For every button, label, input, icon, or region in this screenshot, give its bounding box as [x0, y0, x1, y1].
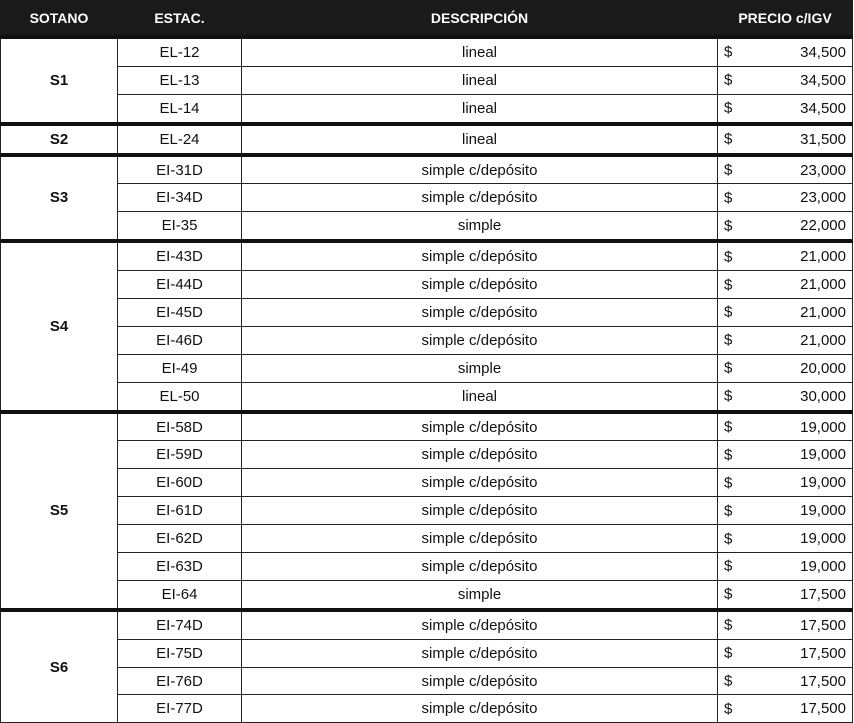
price-amount: 21,000: [800, 248, 846, 266]
header-sotano: SOTANO: [1, 1, 118, 38]
price-amount: 23,000: [800, 189, 846, 207]
estac-cell: EI-58D: [118, 412, 242, 441]
descripcion-cell: simple c/depósito: [242, 271, 718, 299]
descripcion-cell: lineal: [242, 94, 718, 123]
currency-symbol: $: [724, 276, 733, 294]
header-row: [1, 1, 853, 38]
currency-symbol: $: [724, 446, 733, 464]
table-row: [1, 155, 853, 184]
price-amount: 23,000: [800, 161, 846, 179]
price-cell: [718, 212, 853, 241]
price-cell: [718, 441, 853, 469]
price-cell: [718, 580, 853, 609]
header-precio: PRECIO c/IGV: [718, 1, 853, 38]
currency-symbol: $: [724, 359, 733, 377]
currency-symbol: $: [724, 672, 733, 690]
table-row: [1, 184, 853, 212]
price-amount: 34,500: [800, 99, 846, 117]
price-cell: [718, 469, 853, 497]
currency-symbol: $: [724, 530, 733, 548]
price-amount: 17,500: [800, 644, 846, 662]
estac-cell: EL-50: [118, 382, 242, 411]
price-cell: [718, 94, 853, 123]
price-amount: 22,000: [800, 217, 846, 235]
price-cell: [718, 241, 853, 270]
price-amount: 19,000: [800, 502, 846, 520]
currency-symbol: $: [724, 248, 733, 266]
table-row: [1, 695, 853, 723]
sotano-cell: S5: [1, 412, 118, 610]
descripcion-cell: simple: [242, 354, 718, 382]
table-row: [1, 271, 853, 299]
price-cell: [718, 184, 853, 212]
currency-symbol: $: [724, 130, 733, 148]
descripcion-cell: simple c/depósito: [242, 667, 718, 695]
estac-cell: EI-74D: [118, 610, 242, 639]
price-amount: 34,500: [800, 43, 846, 61]
descripcion-cell: simple c/depósito: [242, 497, 718, 525]
currency-symbol: $: [724, 331, 733, 349]
currency-symbol: $: [724, 585, 733, 603]
currency-symbol: $: [724, 189, 733, 207]
price-cell: [718, 695, 853, 723]
price-cell: [718, 667, 853, 695]
currency-symbol: $: [724, 557, 733, 575]
estac-cell: EI-60D: [118, 469, 242, 497]
currency-symbol: $: [724, 474, 733, 492]
descripcion-cell: simple c/depósito: [242, 441, 718, 469]
sotano-cell: S1: [1, 37, 118, 124]
sotano-cell: S2: [1, 124, 118, 155]
price-amount: 17,500: [800, 616, 846, 634]
currency-symbol: $: [724, 700, 733, 718]
table-row: [1, 469, 853, 497]
price-cell: [718, 639, 853, 667]
price-amount: 19,000: [800, 557, 846, 575]
price-amount: 17,500: [800, 700, 846, 718]
price-amount: 30,000: [800, 387, 846, 405]
descripcion-cell: simple c/depósito: [242, 553, 718, 581]
price-amount: 20,000: [800, 359, 846, 377]
descripcion-cell: simple c/depósito: [242, 184, 718, 212]
table-row: [1, 497, 853, 525]
price-cell: [718, 271, 853, 299]
estac-cell: EI-34D: [118, 184, 242, 212]
estac-cell: EI-49: [118, 354, 242, 382]
price-cell: [718, 382, 853, 411]
price-cell: [718, 525, 853, 553]
table-body: [1, 37, 853, 723]
estac-cell: EL-13: [118, 66, 242, 94]
price-amount: 21,000: [800, 276, 846, 294]
table-row: [1, 580, 853, 609]
descripcion-cell: simple c/depósito: [242, 639, 718, 667]
estac-cell: EI-61D: [118, 497, 242, 525]
table-row: [1, 299, 853, 327]
table-row: [1, 94, 853, 123]
estac-cell: EI-59D: [118, 441, 242, 469]
price-amount: 19,000: [800, 474, 846, 492]
price-cell: [718, 553, 853, 581]
table-row: [1, 639, 853, 667]
table-row: [1, 553, 853, 581]
price-cell: [718, 326, 853, 354]
descripcion-cell: lineal: [242, 37, 718, 66]
estac-cell: EI-46D: [118, 326, 242, 354]
descripcion-cell: lineal: [242, 382, 718, 411]
price-cell: [718, 124, 853, 155]
header-descripcion: DESCRIPCIÓN: [242, 1, 718, 38]
currency-symbol: $: [724, 616, 733, 634]
sotano-cell: S3: [1, 155, 118, 242]
price-amount: 19,000: [800, 446, 846, 464]
price-cell: [718, 299, 853, 327]
price-cell: [718, 412, 853, 441]
table-row: [1, 124, 853, 155]
descripcion-cell: simple c/depósito: [242, 241, 718, 270]
price-amount: 34,500: [800, 71, 846, 89]
table-row: [1, 212, 853, 241]
estac-cell: EI-64: [118, 580, 242, 609]
descripcion-cell: lineal: [242, 124, 718, 155]
descripcion-cell: simple c/depósito: [242, 469, 718, 497]
estac-cell: EI-63D: [118, 553, 242, 581]
table-row: [1, 354, 853, 382]
price-cell: [718, 354, 853, 382]
price-cell: [718, 37, 853, 66]
estac-cell: EI-35: [118, 212, 242, 241]
price-amount: 19,000: [800, 530, 846, 548]
table-row: [1, 66, 853, 94]
descripcion-cell: simple c/depósito: [242, 155, 718, 184]
estac-cell: EI-76D: [118, 667, 242, 695]
descripcion-cell: simple c/depósito: [242, 695, 718, 723]
price-amount: 21,000: [800, 331, 846, 349]
price-amount: 19,000: [800, 418, 846, 436]
descripcion-cell: simple c/depósito: [242, 326, 718, 354]
descripcion-cell: simple: [242, 212, 718, 241]
table-row: [1, 441, 853, 469]
estac-cell: EI-62D: [118, 525, 242, 553]
estac-cell: EL-14: [118, 94, 242, 123]
table-row: [1, 241, 853, 270]
descripcion-cell: simple c/depósito: [242, 299, 718, 327]
currency-symbol: $: [724, 43, 733, 61]
price-amount: 17,500: [800, 672, 846, 690]
currency-symbol: $: [724, 418, 733, 436]
currency-symbol: $: [724, 303, 733, 321]
table-row: [1, 412, 853, 441]
table-row: [1, 326, 853, 354]
table-row: [1, 37, 853, 66]
descripcion-cell: simple c/depósito: [242, 610, 718, 639]
descripcion-cell: simple c/depósito: [242, 525, 718, 553]
price-amount: 21,000: [800, 303, 846, 321]
sotano-cell: S6: [1, 610, 118, 723]
descripcion-cell: simple c/depósito: [242, 412, 718, 441]
price-amount: 31,500: [800, 130, 846, 148]
table-row: [1, 610, 853, 639]
estac-cell: EL-24: [118, 124, 242, 155]
currency-symbol: $: [724, 71, 733, 89]
estac-cell: EI-44D: [118, 271, 242, 299]
price-cell: [718, 66, 853, 94]
header-estac: ESTAC.: [118, 1, 242, 38]
currency-symbol: $: [724, 161, 733, 179]
price-cell: [718, 497, 853, 525]
descripcion-cell: lineal: [242, 66, 718, 94]
currency-symbol: $: [724, 217, 733, 235]
price-cell: [718, 610, 853, 639]
estac-cell: EI-45D: [118, 299, 242, 327]
table-row: [1, 525, 853, 553]
estac-cell: EI-31D: [118, 155, 242, 184]
estac-cell: EI-75D: [118, 639, 242, 667]
sotano-cell: S4: [1, 241, 118, 411]
descripcion-cell: simple: [242, 580, 718, 609]
price-cell: [718, 155, 853, 184]
estac-cell: EI-43D: [118, 241, 242, 270]
estac-cell: EL-12: [118, 37, 242, 66]
currency-symbol: $: [724, 99, 733, 117]
estac-cell: EI-77D: [118, 695, 242, 723]
price-amount: 17,500: [800, 585, 846, 603]
table-row: [1, 382, 853, 411]
currency-symbol: $: [724, 644, 733, 662]
currency-symbol: $: [724, 502, 733, 520]
currency-symbol: $: [724, 387, 733, 405]
table-row: [1, 667, 853, 695]
